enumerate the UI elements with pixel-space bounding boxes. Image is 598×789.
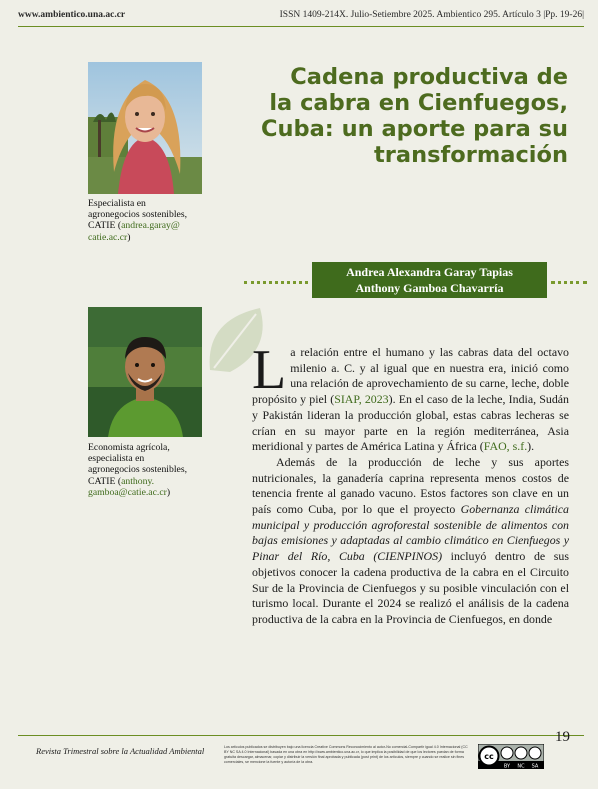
journal-tagline: Revista Trimestral sobre la Actualidad Ambiental — [36, 746, 205, 756]
caption-line: especialista en — [88, 453, 145, 465]
body-text: ). — [527, 439, 535, 454]
title-line: transformación — [374, 142, 568, 168]
body-text: Además de la producción de leche y sus aportes nutricionales, la ganadería caprina representa menos costos de tenencia frente al ganado vacuno. Estos factores son clave en un país como Cuba, por lo que el proyecto — [252, 454, 569, 517]
author-2-email[interactable]: anthony. — [121, 475, 155, 487]
website-url[interactable]: www.ambientico.una.ac.cr — [18, 10, 126, 20]
cc-license-badge-icon[interactable] — [478, 744, 544, 769]
footer-rule — [18, 735, 584, 736]
project-name: Gobernanza climática municipal y producción agroforestal sostenible de alimentos con bajas emisiones y adaptadas al cambio climático en Cienfuegos y Pinar del Río, Cuba (CIENPINOS) — [252, 502, 569, 564]
cc-nc-label: NC — [517, 763, 525, 769]
author-2-email-cont[interactable]: gamboa@catie.ac.cr — [88, 486, 167, 498]
paragraph-1 — [252, 339, 570, 455]
caption-text: CATIE ( — [88, 475, 122, 487]
article-title — [238, 64, 568, 168]
cc-by-label: BY — [503, 763, 511, 769]
author-name-2: Anthony Gamboa Chavarría — [355, 281, 504, 295]
caption-text: CATIE ( — [88, 220, 122, 232]
title-line: Cadena productiva de — [290, 64, 568, 90]
caption-line: agronegocios sostenibles, — [88, 209, 188, 221]
article-body — [252, 339, 570, 628]
author-2-caption — [88, 442, 228, 498]
license-text: Los artículos publicados se distribuyen bajo una licencia Creative Commons Reconocimiento al autor-No comercial-Compartir igual 4.0 Internacional (CC BY NC SA 4.0 Internacional) basada en una obra en http://www.ambientico.una.ac.cr, lo que implica la posibilidad de que los lectores puedan de forma gratuita descargar, almacenar, copiar y distribuir la versión final aprobada y publicada (post print) de los artículos, siempre y cuando se realice sin fines comerciales, se mencione la fuente y autoría de la obra. — [224, 745, 468, 764]
author-1-email-cont[interactable]: catie.ac.cr — [88, 231, 128, 243]
issn-line: ISSN 1409-214X. Julio-Setiembre 2025. Ambientico 295. Artículo 3 |Pp. 19-26| — [279, 10, 584, 20]
cc-mark: cc — [484, 752, 494, 761]
drop-cap: L — [252, 339, 287, 401]
cc-sa-label: SA — [531, 763, 539, 769]
author-1-caption — [88, 198, 228, 243]
author-photo-1 — [88, 62, 202, 194]
body-text: ). En el caso de la leche, India, Sudán y Pakistán lideran la producción global, estas cabras lecheras se crían en su mayor parte en la región mediterránea, Asia meridional y partes de América Latina y África ( — [252, 392, 570, 454]
caption-text: ) — [127, 231, 131, 243]
caption-line: agronegocios sostenibles, — [88, 464, 188, 476]
dotted-divider-right — [551, 281, 587, 284]
caption-line — [88, 476, 228, 487]
caption-text: ) — [166, 486, 171, 498]
header-rule — [18, 26, 584, 27]
caption-line — [88, 487, 228, 498]
citation-link[interactable]: SIAP, 2023 — [334, 392, 389, 407]
page-number: 19 — [555, 729, 570, 745]
title-line: Cuba: un aporte para su — [260, 116, 568, 142]
title-line: la cabra en Cienfuegos, — [269, 90, 568, 116]
body-text: a relación entre el humano y las cabras data del octavo milenio a. C. y al igual que en nuestra era, inició como una relación de aprovechamiento de su carne, leche, doble propósito y piel ( — [252, 345, 569, 407]
dotted-divider-left — [244, 281, 308, 284]
caption-line — [88, 220, 228, 231]
author-1-email[interactable]: andrea.garay@ — [121, 220, 180, 232]
caption-line: Economista agrícola, — [88, 442, 170, 453]
body-text: incluyó dentro de sus objetivos conocer la cadena productiva de la cabra en el Circuito Sur de la Provincia de Cienfuegos y su posible vinculación con el turismo local. Durante el 2024 se realizó el análisis de la cadena productiva de la cabra en la Provincia de Cienfuegos, en donde — [252, 549, 569, 626]
caption-line: Especialista en — [88, 198, 146, 209]
paragraph-2 — [252, 455, 569, 628]
citation-link[interactable]: FAO, s.f. — [483, 439, 528, 454]
page-header — [18, 10, 584, 24]
caption-line — [88, 232, 228, 243]
author-photo-2 — [88, 307, 202, 437]
authors-box — [312, 262, 547, 298]
author-name-1: Andrea Alexandra Garay Tapias — [346, 265, 513, 279]
